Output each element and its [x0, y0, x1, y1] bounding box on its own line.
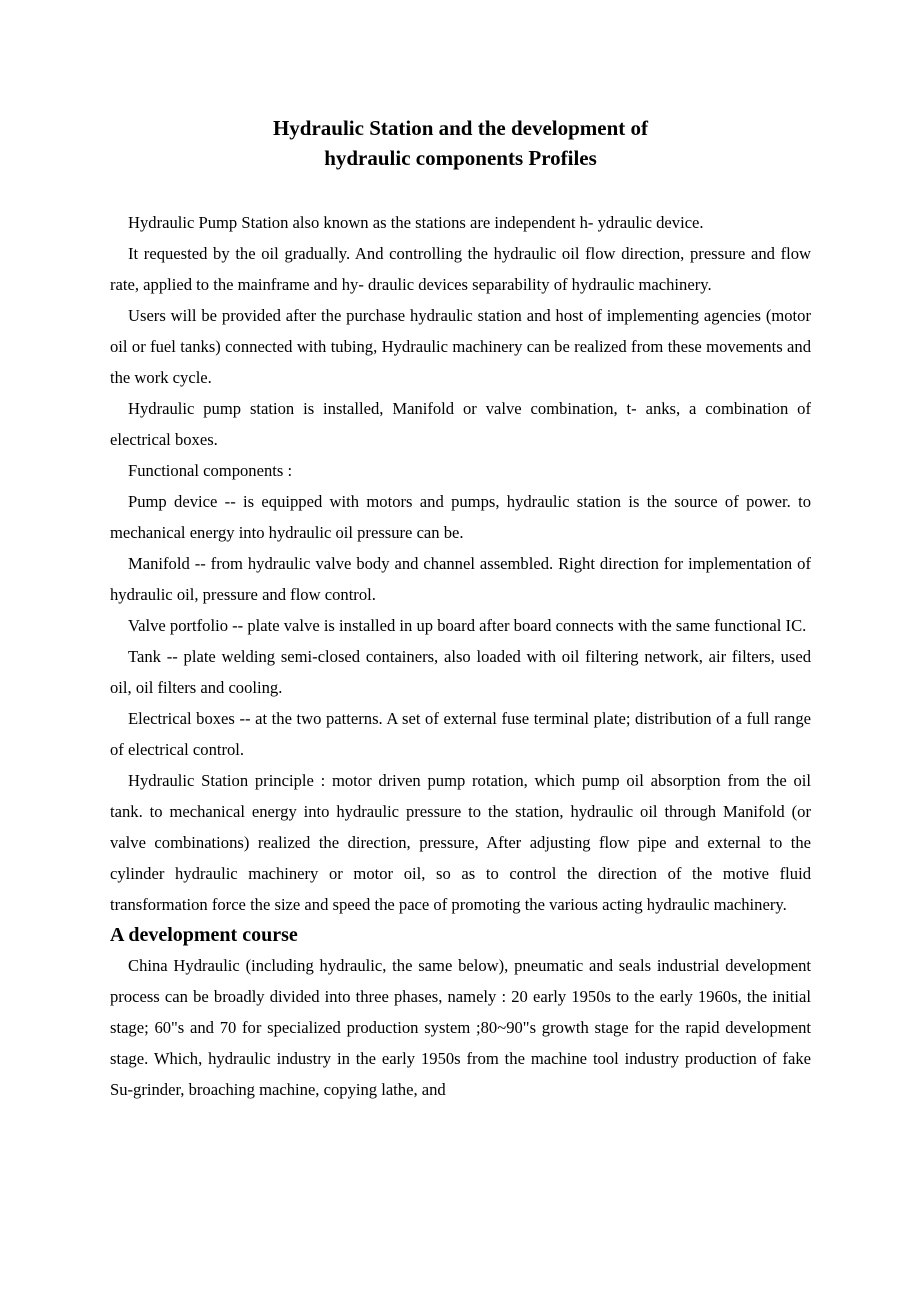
paragraph: Hydraulic Pump Station also known as the stations are independent h- ydraulic device. [128, 213, 704, 232]
section-paragraph: China Hydraulic (including hydraulic, the same below), pneumatic and seals industrial development process can be broadly divided into three phases, namely : 20 early 1950s to the early 1960s, the initial stage; 60"s and 70 for specialized production system ;80~90"s growth stage for the rapid development stage. Which, hydraulic industry in the early 1950s from the machine tool industry production of fake Su-grinder, broaching machine, copying lathe, and [110, 956, 811, 1099]
paragraph: Tank -- plate welding semi-closed containers, also loaded with oil filtering network, air filters, used oil, oil filters and cooling. [110, 647, 811, 697]
document-title [110, 113, 811, 173]
paragraph: It requested by the oil gradually. And controlling the hydraulic oil flow direction, pressure and flow rate, applied to the mainframe and hy- draulic devices separability of hydraulic machinery. [110, 244, 811, 294]
paragraph: Functional components : [128, 461, 293, 480]
document-page [110, 113, 811, 1105]
paragraph: Electrical boxes -- at the two patterns. A set of external fuse terminal plate; distribution of a full range of electrical control. [110, 709, 811, 759]
paragraph: Hydraulic Station principle : motor driven pump rotation, which pump oil absorption from the oil tank. to mechanical energy into hydraulic pressure to the station, hydraulic oil through Manifold (or valve combinations) realized the direction, pressure, After adjusting flow pipe and external to the cylinder hydraulic machinery or motor oil, so as to control the direction of the motive fluid transformation force the size and speed the pace of promoting the various acting hydraulic machinery. [110, 771, 811, 914]
section-heading: A development course [110, 924, 298, 946]
paragraph: Hydraulic pump station is installed, Manifold or valve combination, t- anks, a combination of electrical boxes. [110, 399, 811, 449]
paragraph: Users will be provided after the purchase hydraulic station and host of implementing agencies (motor oil or fuel tanks) connected with tubing, Hydraulic machinery can be realized from these movements and the work cycle. [110, 306, 811, 387]
paragraph: Valve portfolio -- plate valve is installed in up board after board connects with the same functional IC. [128, 616, 807, 635]
paragraph: Manifold -- from hydraulic valve body and channel assembled. Right direction for implementation of hydraulic oil, pressure and flow control. [110, 554, 811, 604]
title-line-2: hydraulic components Profiles [324, 146, 597, 170]
title-line-1: Hydraulic Station and the development of [272, 116, 649, 140]
paragraph: Pump device -- is equipped with motors and pumps, hydraulic station is the source of power. to mechanical energy into hydraulic oil pressure can be. [110, 492, 811, 542]
